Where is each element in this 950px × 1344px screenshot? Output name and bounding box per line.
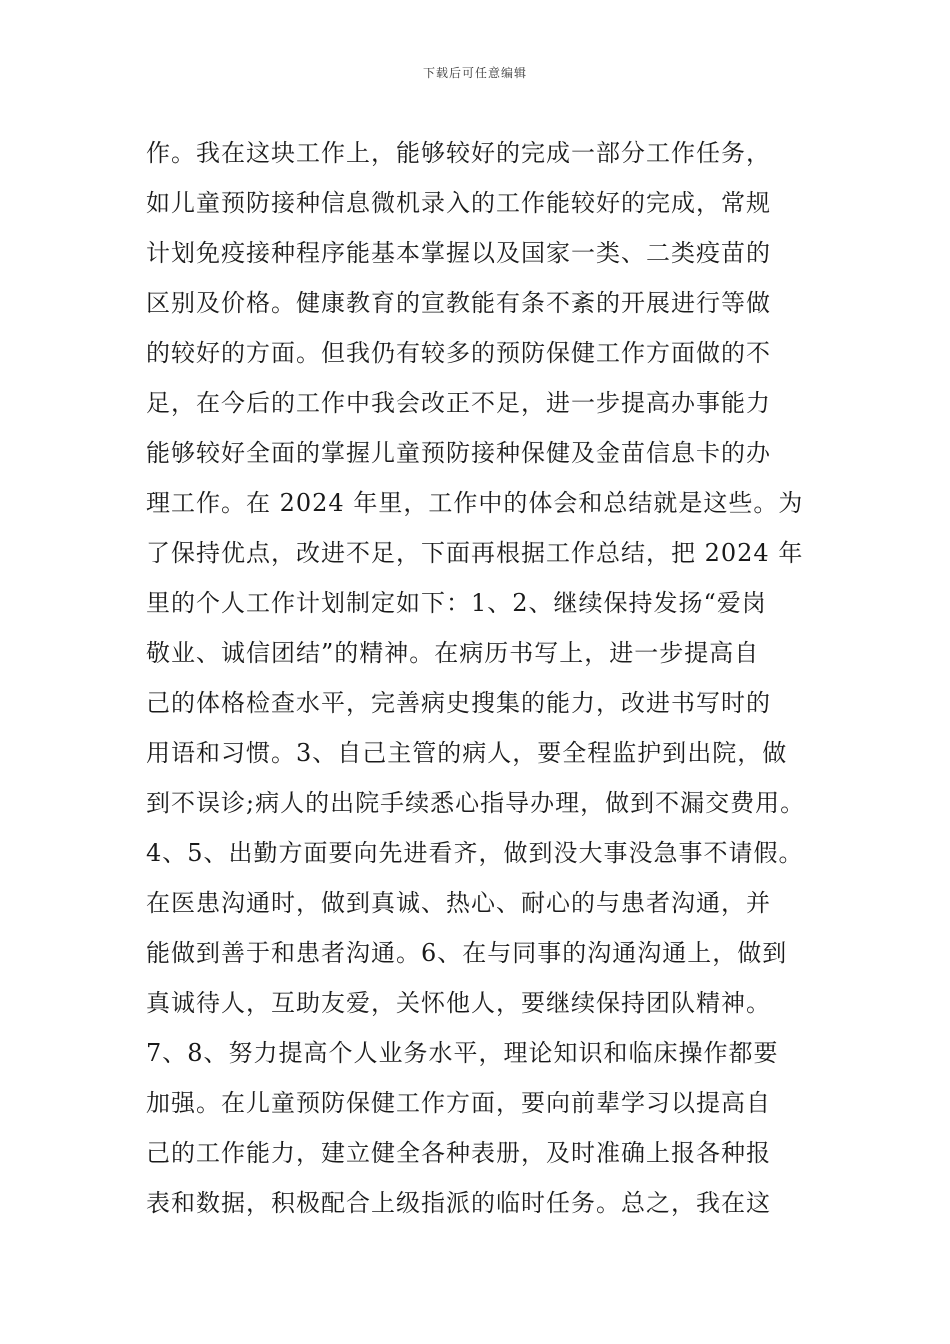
text-line: 用语和习惯。3、自己主管的病人，要全程监护到出院，做 — [146, 739, 788, 767]
text-line: 如儿童预防接种信息微机录入的工作能较好的完成，常规 — [146, 189, 771, 217]
body-text — [146, 128, 818, 1228]
text-line: 区别及价格。健康教育的宣教能有条不紊的开展进行等做 — [146, 289, 771, 317]
text-line: 到不误诊;病人的出院手续悉心指导办理，做到不漏交费用。 — [146, 789, 806, 817]
header-note: 下载后可任意编辑 — [422, 66, 527, 80]
text-line: 作。我在这块工作上，能够较好的完成一部分工作任务， — [146, 139, 771, 167]
text-line: 能做到善于和患者沟通。6、在与同事的沟通沟通上，做到 — [146, 939, 788, 967]
text-line: 能够较好全面的掌握儿童预防接种保健及金苗信息卡的办 — [146, 439, 771, 467]
text-line: 计划免疫接种程序能基本掌握以及国家一类、二类疫苗的 — [146, 239, 771, 267]
text-line: 理工作。在 2024 年里，工作中的体会和总结就是这些。为 — [146, 489, 804, 517]
text-line: 足，在今后的工作中我会改正不足，进一步提高办事能力 — [146, 389, 771, 417]
text-line: 己的体格检查水平，完善病史搜集的能力，改进书写时的 — [146, 689, 771, 717]
text-line: 己的工作能力，建立健全各种表册，及时准确上报各种报 — [146, 1139, 771, 1167]
text-line: 了保持优点，改进不足，下面再根据工作总结，把 2024 年 — [146, 539, 804, 567]
text-line: 4、5、出勤方面要向先进看齐，做到没大事没急事不请假。 — [146, 839, 804, 867]
text-line: 的较好的方面。但我仍有较多的预防保健工作方面做的不 — [146, 339, 771, 367]
text-line: 敬业、诚信团结”的精神。在病历书写上，进一步提高自 — [146, 639, 760, 667]
text-line: 真诚待人，互助友爱，关怀他人，要继续保持团队精神。 — [146, 989, 771, 1017]
text-line: 表和数据，积极配合上级指派的临时任务。总之，我在这 — [146, 1189, 771, 1217]
text-line: 7、8、努力提高个人业务水平，理论知识和临床操作都要 — [146, 1039, 779, 1067]
text-line: 里的个人工作计划制定如下：1、2、继续保持发扬“爱岗 — [146, 589, 767, 617]
text-line: 加强。在儿童预防保健工作方面，要向前辈学习以提高自 — [146, 1089, 771, 1117]
text-line: 在医患沟通时，做到真诚、热心、耐心的与患者沟通，并 — [146, 889, 771, 917]
